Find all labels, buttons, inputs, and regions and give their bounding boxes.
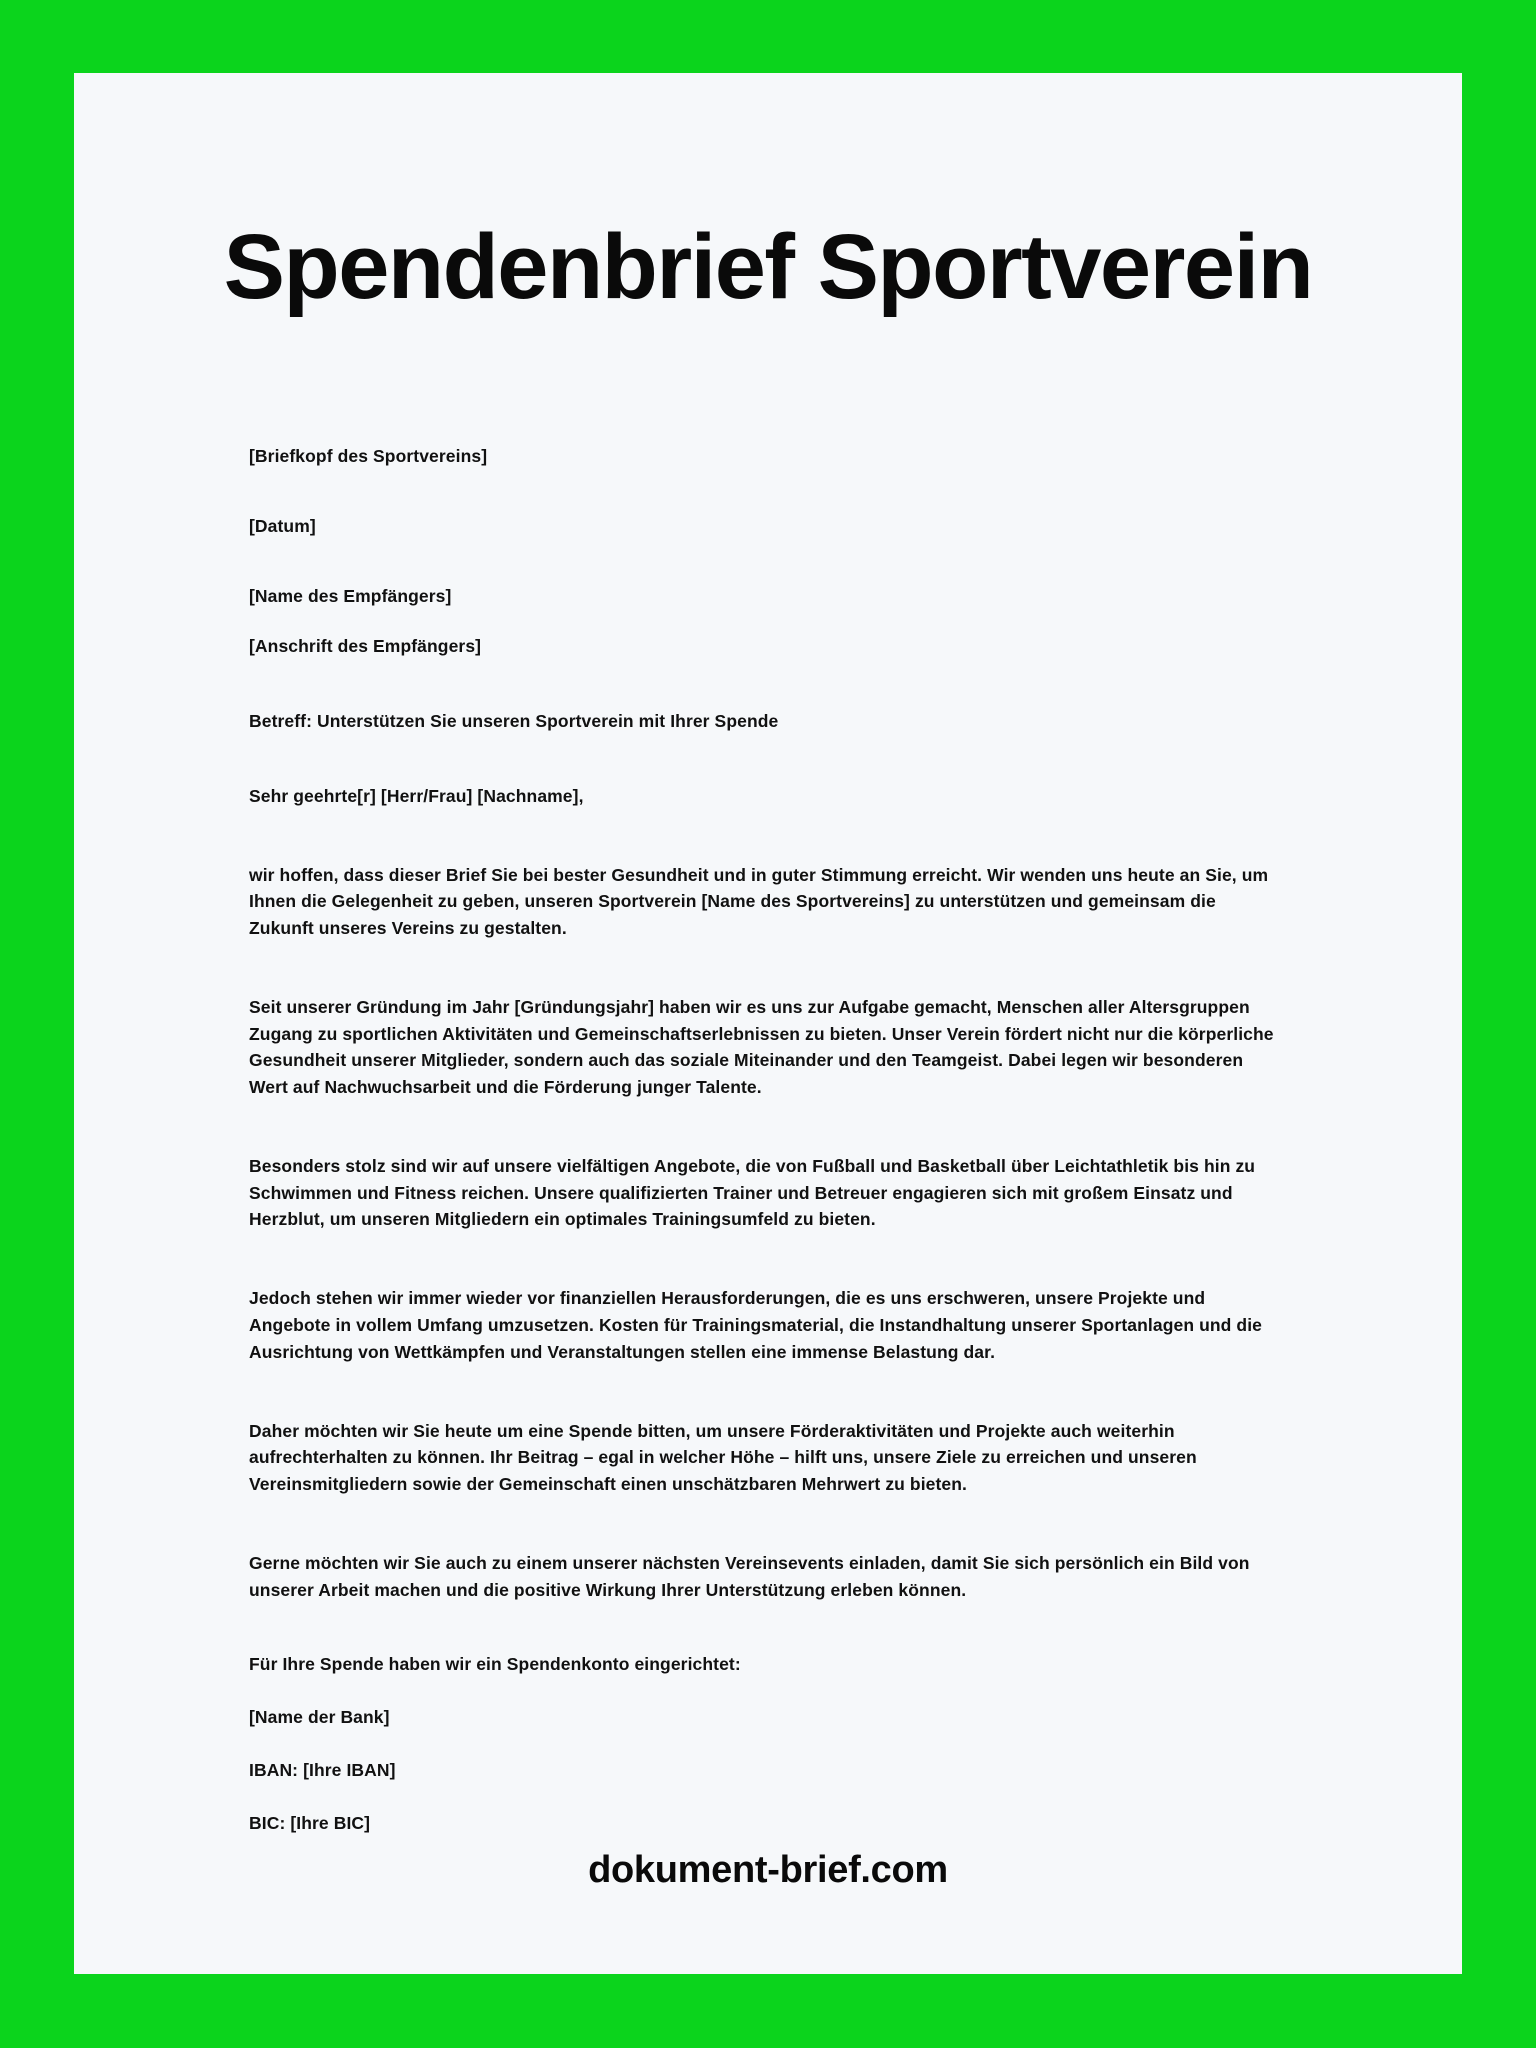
letter-body bbox=[249, 443, 1284, 1836]
spacer bbox=[249, 660, 1284, 708]
date-line: [Datum] bbox=[249, 515, 316, 536]
spacer bbox=[249, 540, 1284, 583]
paragraph-5: Daher möchten wir Sie heute um eine Spende bitten, um unsere Förderaktivitäten und Projekte auch weiterhin aufrechterhalten zu können. Ihr Beitrag – egal in welcher Höhe – hilft uns, unsere Ziele zu erreichen und unseren Vereinsmitgliedern sowie der Gemeinschaft einen unschätzbaren Mehrwert zu bieten. bbox=[249, 1420, 1197, 1495]
spacer bbox=[249, 810, 1284, 862]
paragraph-3: Besonders stolz sind wir auf unsere vielfältigen Angebote, die von Fußball und Basketball über Leichtathletik bis hin zu Schwimmen und Fitness reichen. Unsere qualifizierten Trainer und Betreuer engagieren sich mit großem Einsatz und Herzblut, um unseren Mitgliedern ein optimales Trainingsumfeld zu bieten. bbox=[249, 1155, 1256, 1230]
iban-line: IBAN: [Ihre IBAN] bbox=[249, 1759, 396, 1780]
spacer bbox=[249, 1731, 1284, 1757]
spacer bbox=[249, 1603, 1284, 1651]
bic-line: BIC: [Ihre BIC] bbox=[249, 1812, 371, 1833]
donation-intro-line: Für Ihre Spende haben wir ein Spendenkonto eingerichtet: bbox=[249, 1654, 741, 1675]
paragraph-2: Seit unserer Gründung im Jahr [Gründungsjahr] haben wir es uns zur Aufgabe gemacht, Menschen aller Altersgruppen Zugang zu sportlichen Aktivitäten und Gemeinschaftserlebnissen zu bieten. Unser Verein fördert nicht nur die körperliche Gesundheit unserer Mitglieder, sondern auch das soziale Miteinander und den Teamgeist. Dabei legen wir besonderen Wert auf Nachwuchsarbeit und die Förderung junger Talente. bbox=[249, 996, 1274, 1098]
paragraph-1: wir hoffen, dass dieser Brief Sie bei bester Gesundheit und in guter Stimmung erreicht. Wir wenden uns heute an Sie, um Ihnen die Gelegenheit zu geben, unseren Sportverein [Name des Sportvereins] zu unterstützen und gemeinsam die Zukunft unseres Vereins zu gestalten. bbox=[249, 864, 1269, 939]
spacer bbox=[249, 470, 1284, 513]
spacer bbox=[249, 735, 1284, 783]
recipient-address-line: [Anschrift des Empfängers] bbox=[249, 636, 482, 657]
spacer bbox=[249, 1233, 1284, 1285]
salutation-line: Sehr geehrte[r] [Herr/Frau] [Nachname], bbox=[249, 785, 584, 806]
page-title: Spendenbrief Sportverein bbox=[223, 216, 1313, 318]
spacer bbox=[249, 942, 1284, 994]
subject-line: Betreff: Unterstützen Sie unseren Sportverein mit Ihrer Spende bbox=[249, 711, 779, 732]
spacer bbox=[249, 609, 1284, 633]
paragraph-6: Gerne möchten wir Sie auch zu einem unserer nächsten Vereinsevents einladen, damit Sie sich persönlich ein Bild von unserer Arbeit machen und die positive Wirkung Ihrer Unterstützung erleben können. bbox=[249, 1552, 1250, 1600]
recipient-name-line: [Name des Empfängers] bbox=[249, 585, 452, 606]
spacer bbox=[249, 1366, 1284, 1418]
document-page bbox=[74, 73, 1462, 1974]
spacer bbox=[249, 1498, 1284, 1550]
spacer bbox=[249, 1678, 1284, 1704]
paragraph-4: Jedoch stehen wir immer wieder vor finanziellen Herausforderungen, die es uns erschweren, unsere Projekte und Angebote in vollem Umfang umzusetzen. Kosten für Trainingsmaterial, die Instandhaltung unserer Sportanlagen und die Ausrichtung von Wettkämpfen und Veranstaltungen stellen eine immense Belastung dar. bbox=[249, 1288, 1263, 1362]
spacer bbox=[249, 1101, 1284, 1153]
bank-name-line: [Name der Bank] bbox=[249, 1707, 390, 1728]
letterhead-line: [Briefkopf des Sportvereins] bbox=[249, 446, 488, 466]
spacer bbox=[249, 1784, 1284, 1810]
footer-site-name: dokument-brief.com bbox=[588, 1849, 948, 1891]
